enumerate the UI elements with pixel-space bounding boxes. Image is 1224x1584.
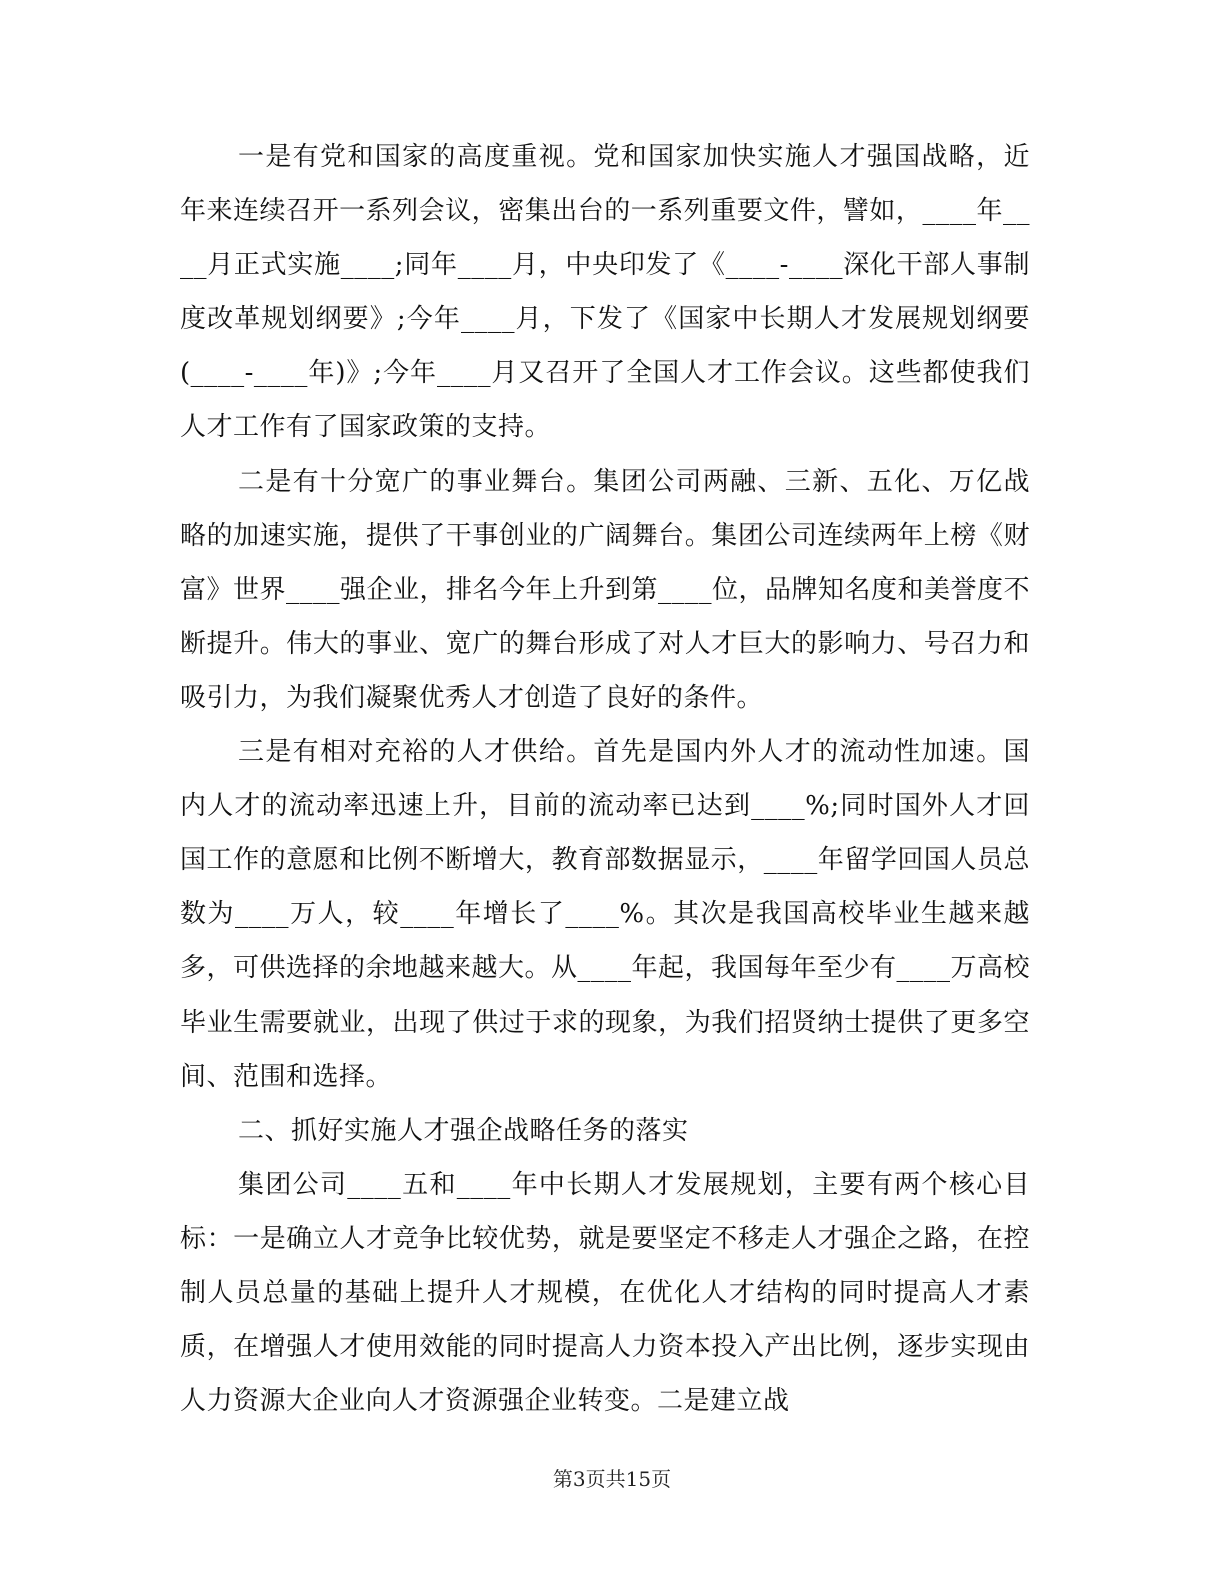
paragraph-core-goals: 集团公司____五和____年中长期人才发展规划，主要有两个核心目标：一是确立人才竞争比较优势，就是要坚定不移走人才强企之路，在控制人员总量的基础上提升人才规模，在优化人才结构的同时提高人才素质，在增强人才使用效能的同时提高人力资本投入产出比例，逐步实现由人力资源大企业向人才资源强企业转变。二是建立战: [180, 1169, 1030, 1417]
paragraph-talent-supply: 三是有相对充裕的人才供给。首先是国内外人才的流动性加速。国内人才的流动率迅速上升，目前的流动率已达到____%;同时国外人才回国工作的意愿和比例不断增大，教育部数据显示，____年留学回国人员总数为____万人，较____年增长了____%。其次是我国高校毕业生越来越多，可供选择的余地越来越大。从____年起，我国每年至少有____万高校毕业生需要就业，出现了供过于求的现象，为我们招贤纳士提供了更多空间、范围和选择。: [180, 737, 1031, 1092]
document-body: [180, 130, 1030, 1428]
paragraph-career-stage: 二是有十分宽广的事业舞台。集团公司两融、三新、五化、万亿战略的加速实施，提供了干事创业的广阔舞台。集团公司连续两年上榜《财富》世界____强企业，排名今年上升到第____位，品牌知名度和美誉度不断提升。伟大的事业、宽广的舞台形成了对人才巨大的影响力、号召力和吸引力，为我们凝聚优秀人才创造了良好的条件。: [180, 466, 1031, 713]
section-heading-implementation-tasks: 二、抓好实施人才强企战略任务的落实: [238, 1115, 689, 1146]
page-number-footer: 第3页共15页: [552, 1467, 672, 1491]
paragraph-party-and-state-support: 一是有党和国家的高度重视。党和国家加快实施人才强国战略，近年来连续召开一系列会议，密集出台的一系列重要文件，譬如，____年____月正式实施____;同年____月，中央印发了《____-____深化干部人事制度改革规划纲要》;今年____月，下发了《国家中长期人才发展规划纲要(____-____年)》;今年____月又召开了全国人才工作会议。这些都使我们人才工作有了国家政策的支持。: [180, 142, 1030, 443]
